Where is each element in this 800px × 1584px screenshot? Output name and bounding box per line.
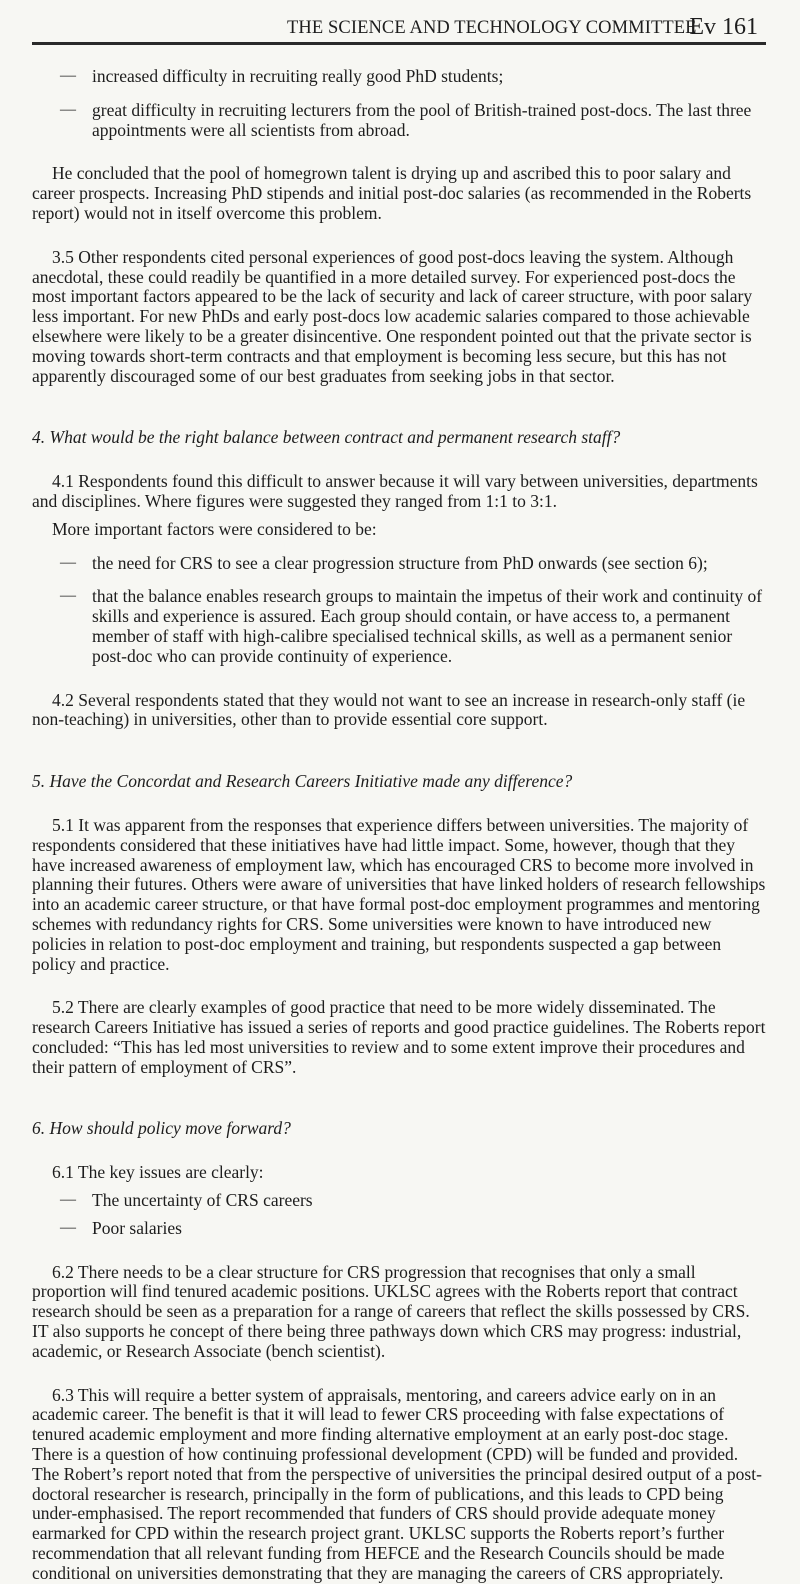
list-item-text: Poor salaries: [92, 1217, 182, 1238]
paragraph-6-2: 6.2 There needs to be a clear structure for CRS progression that recognises that only a small proportion will find tenured academic positions. UKLSC agrees with the Roberts report that contract research should be seen as a preparation for a range of careers that reflect the skills possessed by CRS. IT also supports he concept of there being three pathways down which CRS may progress: industrial, academic, or Research Associate (bench scientist).: [32, 1261, 750, 1361]
dash-marker: —: [60, 1218, 76, 1236]
list-item-text: The uncertainty of CRS careers: [92, 1190, 313, 1211]
list-item: [60, 101, 766, 141]
header-rule: [32, 42, 766, 45]
dash-marker: —: [60, 587, 76, 605]
section-heading-4: 4. What would be the right balance between contract and permanent research staff?: [32, 427, 621, 448]
paragraph-5-2: 5.2 There are clearly examples of good practice that need to be more widely disseminated. The research Careers Initiative has issued a series of reports and good practice guidelines. The Roberts report concluded: “This has led most universities to review and to some extent improve their procedures and their pattern of employment of CRS”.: [32, 997, 766, 1077]
paragraph-4-1: 4.1 Respondents found this difficult to answer because it will vary between universities, departments and disciplines. Where figures were suggested they ranged from 1:1 to 3:1.: [32, 471, 758, 511]
page-header: [32, 0, 766, 42]
list-item: [60, 554, 766, 574]
list-item-text: the need for CRS to see a clear progression structure from PhD onwards (see section 6);: [92, 552, 708, 573]
list-item: [60, 1219, 766, 1239]
paragraph-4-2: 4.2 Several respondents stated that they would not want to see an increase in research-only staff (ie non-teaching) in universities, other than to provide essential core support.: [32, 689, 746, 730]
paragraph: He concluded that the pool of homegrown talent is drying up and ascribed this to poor salary and career prospects. Increasing PhD stipends and initial post-doc salaries (as recommended in the Roberts report) would not in itself overcome this problem.: [32, 163, 752, 223]
list-item: [60, 587, 766, 666]
paragraph-5-1: 5.1 It was apparent from the responses that experience differs between universities. The majority of respondents considered that these initiatives have had little impact. Some, however, though that they have increased awareness of employment law, which has encouraged CRS to become more involved in planning their futures. Others were aware of universities that have linked holders of research fellowships into an academic career structure, or that have formal post-doc employment programmes and mentoring schemes with redundancy rights for CRS. Some universities were known to have introduced new policies in relation to post-doc employment and training, but respondents suspected a gap between policy and practice.: [32, 814, 766, 974]
paragraph-6-1: 6.1 The key issues are clearly:: [52, 1162, 264, 1183]
page-number: Ev 161: [689, 14, 758, 40]
dash-marker: —: [60, 1191, 76, 1209]
list-item: [60, 67, 766, 87]
paragraph-3-5: 3.5 Other respondents cited personal experiences of good post-docs leaving the system. Although anecdotal, these could readily be quantified in a more detailed survey. For experienced post-docs the most important factors appeared to be the lack of security and lack of career structure, with poor salary less important. For new PhDs and early post-docs low academic salaries compared to those achievable elsewhere were likely to be a greater disincentive. One respondent pointed out that the private sector is moving towards short-term contracts and that employment is becoming less secure, but this has not apparently discouraged some of our best graduates from seeking jobs in that sector.: [32, 246, 753, 386]
list-item: [60, 1191, 766, 1211]
running-title: THE SCIENCE AND TECHNOLOGY COMMITTEE: [287, 18, 697, 38]
section-heading-5: 5. Have the Concordat and Research Careers Initiative made any difference?: [32, 771, 573, 792]
dash-marker: —: [60, 553, 76, 571]
dash-marker: —: [60, 67, 76, 84]
paragraph-6-3: 6.3 This will require a better system of appraisals, mentoring, and careers advice early on in an academic career. The benefit is that it will lead to fewer CRS proceeding with false expectations of tenured academic employment and more finding alternative employment at an early post-doc stage. There is a question of how continuing professional development (CPD) will be funded and provided. The Robert’s report noted that from the perspective of universities the principal desired output of a post-doctoral researcher is research, principally in the form of publications, and this leads to CPD being under-emphasised. The report recommended that funders of CRS should provide adequate money earmarked for CPD within the research project grant. UKLSC supports the Roberts report’s further recommendation that all relevant funding from HEFCE and the Research Councils should be made conditional on universities demonstrating that they are managing the careers of CRS appropriately.: [32, 1384, 762, 1583]
list-item-text: that the balance enables research groups to maintain the impetus of their work and continuity of skills and experience is assured. Each group should contain, or have access to, a permanent member of staff with high-calibre specialised technical skills, as well as a permanent senior post-doc who can provide continuity of experience.: [92, 586, 763, 666]
list-item-text: great difficulty in recruiting lecturers from the pool of British-trained post-docs. The last three appointments were all scientists from abroad.: [92, 99, 752, 140]
section-heading-6: 6. How should policy move forward?: [32, 1118, 291, 1139]
dash-marker: —: [60, 100, 76, 118]
paragraph: More important factors were considered to be:: [52, 518, 377, 539]
list-item-text: increased difficulty in recruiting really good PhD students;: [92, 66, 504, 86]
